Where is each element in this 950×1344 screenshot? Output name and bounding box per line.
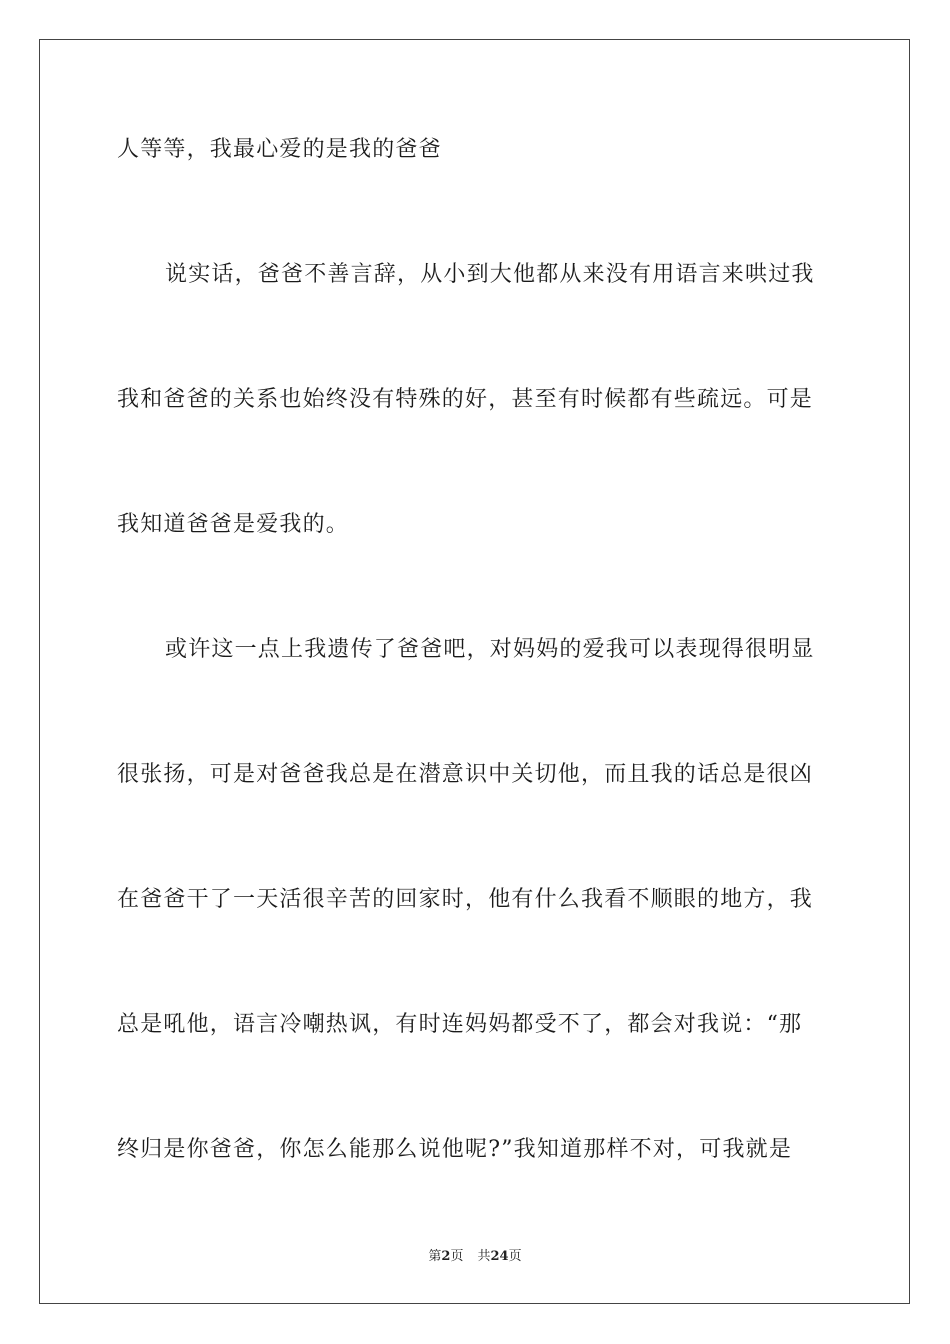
page-suffix: 页: [450, 1249, 464, 1264]
page-number: 2: [441, 1249, 451, 1264]
page-footer: [0, 1248, 950, 1266]
page-indicator: [428, 1249, 463, 1264]
text-line: 很张扬，可是对爸爸我总是在潜意识中关切他，而且我的话总是很凶: [117, 762, 814, 787]
total-suffix: 页: [508, 1249, 522, 1264]
text-line: 我和爸爸的关系也始终没有特殊的好，甚至有时候都有些疏远。可是: [117, 387, 814, 412]
total-prefix: 共: [477, 1249, 491, 1264]
paragraph-first-line: 说实话，爸爸不善言辞，从小到大他都从来没有用语言来哄过我: [165, 262, 815, 287]
text-line: 终归是你爸爸，你怎么能那么说他呢?”我知道那样不对，可我就是: [117, 1137, 793, 1162]
total-pages: 24: [490, 1249, 509, 1264]
text-line: 我知道爸爸是爱我的。: [117, 512, 350, 537]
total-pages-indicator: [477, 1249, 521, 1264]
page-prefix: 第: [428, 1249, 442, 1264]
text-line: 在爸爸干了一天活很辛苦的回家时，他有什么我看不顺眼的地方，我: [117, 887, 814, 912]
page-frame: [39, 39, 910, 1304]
text-line: 总是吼他，语言冷嘲热讽，有时连妈妈都受不了，都会对我说：“那: [117, 1012, 803, 1037]
text-line: 人等等，我最心爱的是我的爸爸: [117, 137, 442, 162]
paragraph-first-line: 或许这一点上我遗传了爸爸吧，对妈妈的爱我可以表现得很明显: [165, 637, 815, 662]
